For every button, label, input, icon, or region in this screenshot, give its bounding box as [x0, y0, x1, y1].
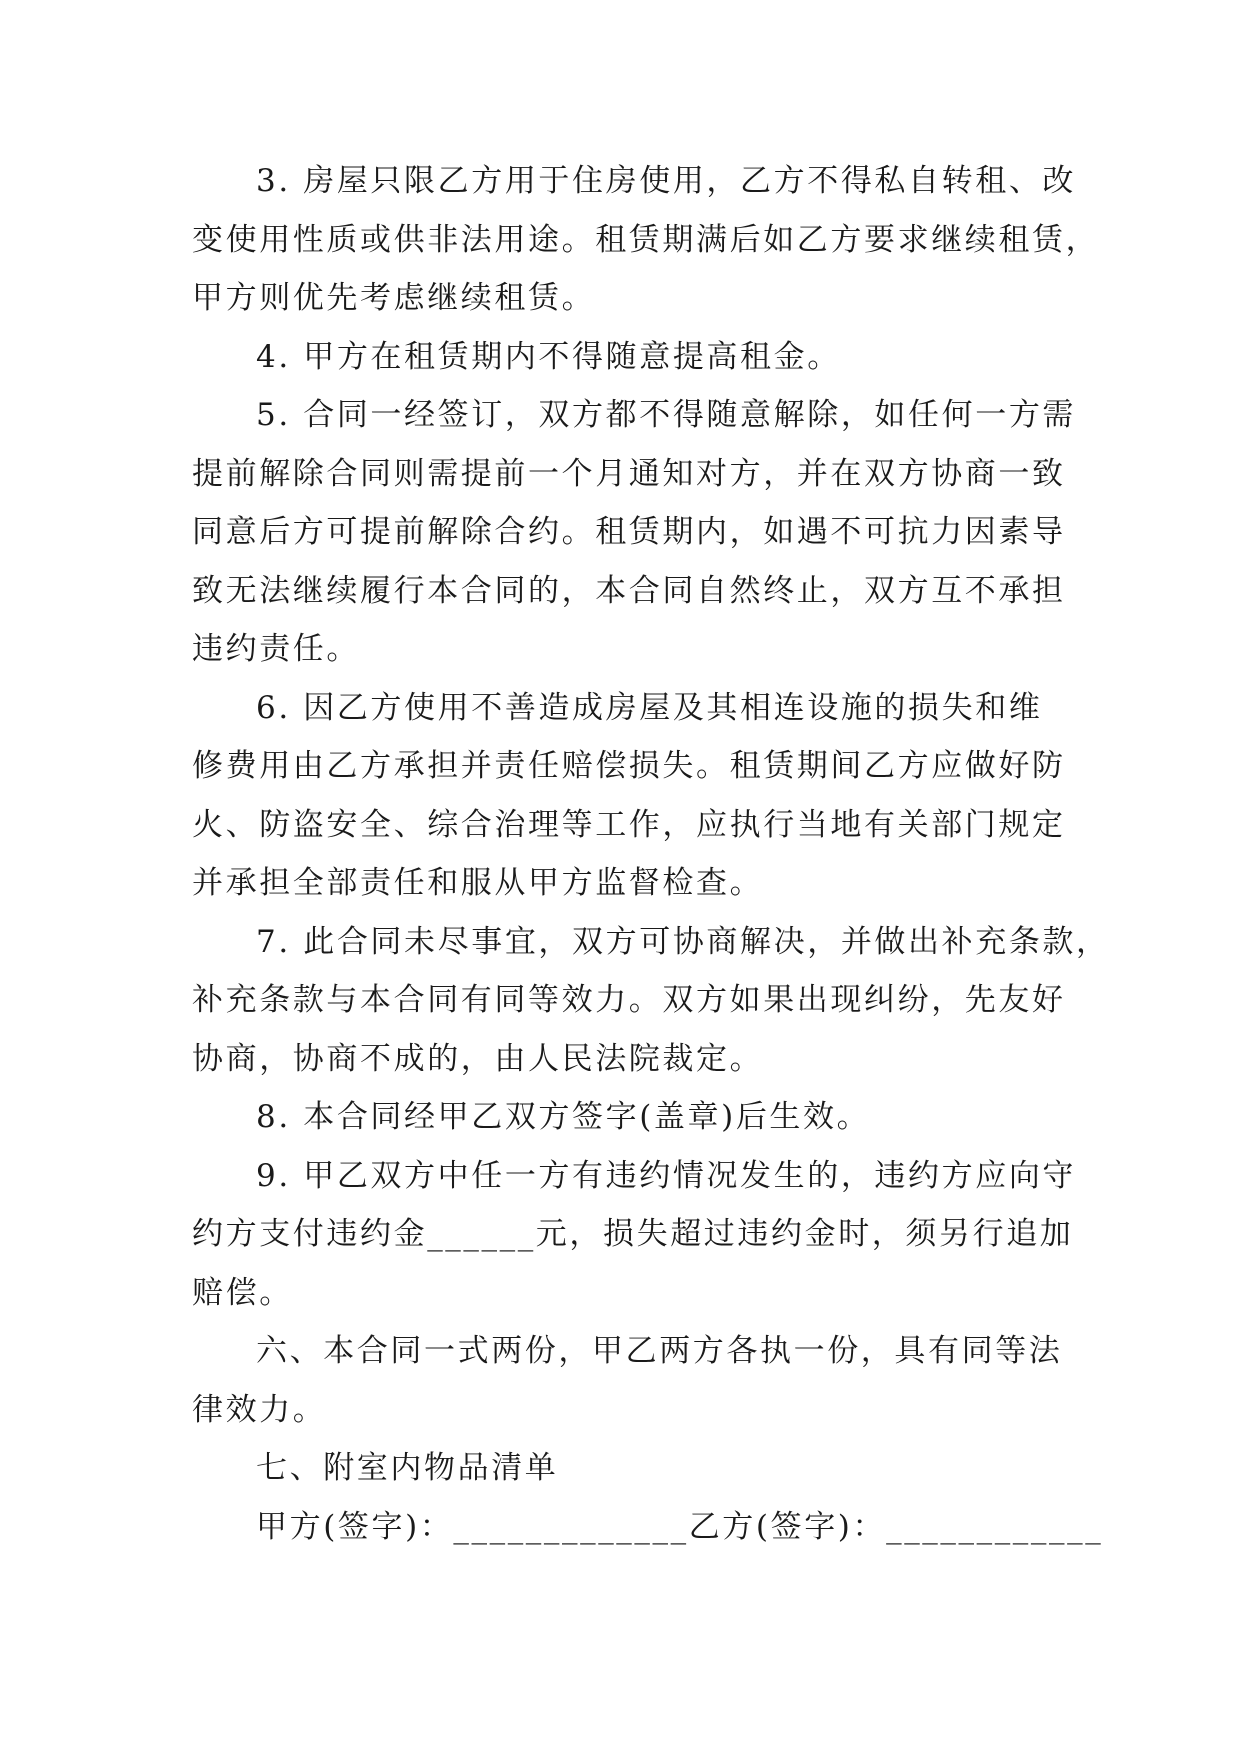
text-line: 六、本合同一式两份，甲乙两方各执一份，具有同等法	[256, 1333, 1063, 1369]
text-line: 4. 甲方在租赁期内不得随意提高租金。	[256, 338, 841, 375]
text-line: 5. 合同一经签订，双方都不得随意解除，如任何一方需	[256, 397, 1077, 433]
section-6	[192, 1322, 1092, 1439]
text-line: 同意后方可提前解除合约。租赁期内，如遇不可抗力因素导	[192, 514, 1066, 550]
party-b-signature-blank: ____________	[886, 1508, 1104, 1545]
clause-5	[192, 386, 1092, 679]
clause-4	[192, 328, 1092, 387]
clause-6	[192, 679, 1092, 913]
clause-8	[192, 1088, 1092, 1147]
text-line: 违约责任。	[192, 631, 360, 667]
clause-7	[192, 913, 1110, 1089]
text-line: 火、防盗安全、综合治理等工作，应执行当地有关部门规定	[192, 806, 1066, 843]
party-b-signature-label: 乙方(签字)：	[688, 1508, 887, 1545]
text-line: 并承担全部责任和服从甲方监督检查。	[192, 865, 764, 901]
text-line: 7. 此合同未尽事宜，双方可协商解决，并做出补充条款，	[256, 923, 1110, 960]
clause-9	[192, 1147, 1092, 1323]
text-line: 约方支付违约金______元，损失超过违约金时，须另行追加	[192, 1216, 1074, 1252]
contract-body	[192, 152, 1110, 1556]
text-line: 补充条款与本合同有同等效力。双方如果出现纠纷，先友好	[192, 982, 1066, 1018]
text-line: 3. 房屋只限乙方用于住房使用，乙方不得私自转租、改	[256, 163, 1077, 199]
text-line: 甲方则优先考虑继续租赁。	[192, 280, 596, 316]
text-line: 赔偿。	[192, 1274, 293, 1311]
text-line: 协商，协商不成的，由人民法院裁定。	[192, 1040, 764, 1077]
text-line: 8. 本合同经甲乙双方签字(盖章)后生效。	[256, 1099, 871, 1135]
party-a-signature-blank: _____________	[453, 1508, 689, 1545]
text-line: 致无法继续履行本合同的，本合同自然终止，双方互不承担	[192, 572, 1066, 609]
text-line: 9. 甲乙双方中任一方有违约情况发生的，违约方应向守	[256, 1157, 1077, 1194]
signature-row	[192, 1498, 1104, 1557]
clause-3	[192, 152, 1100, 328]
text-line: 律效力。	[192, 1391, 327, 1428]
section-7	[192, 1439, 1092, 1498]
text-line: 变使用性质或供非法用途。租赁期满后如乙方要求继续租赁，	[192, 221, 1100, 258]
text-line: 6. 因乙方使用不善造成房屋及其相连设施的损失和维	[256, 689, 1043, 726]
party-a-signature-label: 甲方(签字)：	[256, 1508, 454, 1545]
text-line: 提前解除合同则需提前一个月通知对方，并在双方协商一致	[192, 455, 1066, 492]
text-line: 七、附室内物品清单	[256, 1450, 559, 1486]
text-line: 修费用由乙方承担并责任赔偿损失。租赁期间乙方应做好防	[192, 748, 1066, 784]
